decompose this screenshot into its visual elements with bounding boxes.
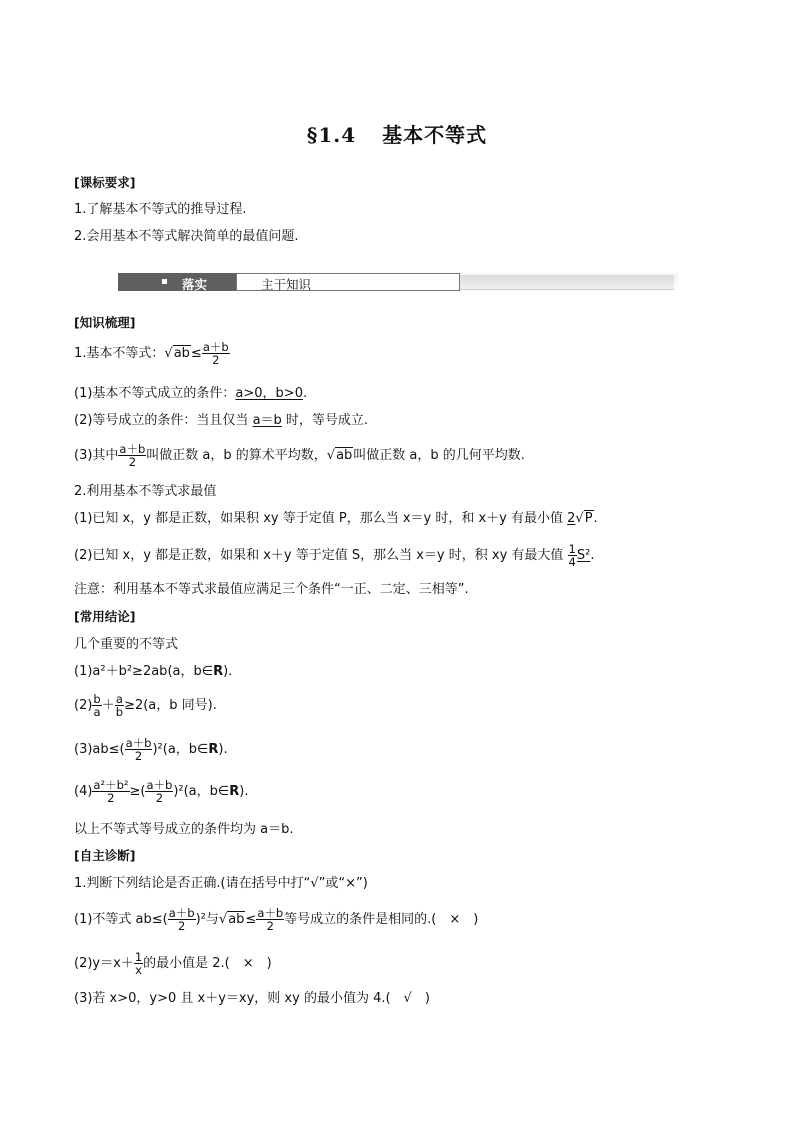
inequality-1: (1)a²＋b²≥2ab(a，b∈R).	[74, 664, 233, 679]
diagnosis-tag: [自主诊断]	[74, 848, 136, 863]
extremum-heading: 2.利用基本不等式求最值	[74, 484, 217, 499]
section-name: 基本不等式	[382, 123, 488, 147]
conclusions-heading: 几个重要的不等式	[74, 637, 179, 652]
diagnosis-statement-2: (2)y＝x＋ $\frac{1}{x}$ 的最小值是 2.( × )	[74, 950, 272, 978]
inequality-3: (3)ab≤( $\frac{a+b}{2}$ )²(a，b∈R).	[74, 736, 228, 764]
page-title	[0, 125, 794, 145]
square-icon	[162, 279, 167, 284]
note: 注意：利用基本不等式求最值应满足三个条件“一正、二定、三相等”.	[74, 582, 469, 597]
curriculum-item-2: 2.会用基本不等式解决简单的最值问题.	[74, 229, 299, 244]
curriculum-item-1: 1.了解基本不等式的推导过程.	[74, 202, 247, 217]
inequality-2: (2) $\frac{b}{a}$ ＋ $\frac{a}{b}$ ≥2(a，b 同号).	[74, 692, 217, 720]
condition-3: (3)其中 $\frac{a+b}{2}$ 叫做正数 a，b 的算术平均数，√ab叫做正数 a，b 的几何平均数.	[74, 442, 525, 470]
section-number: §1.4	[306, 123, 357, 147]
conclusions-tag: [常用结论]	[74, 609, 136, 624]
condition-1: (1)基本不等式成立的条件：a>0，b>0.	[74, 386, 308, 401]
curriculum-tag: [课标要求]	[74, 175, 136, 190]
section-banner	[118, 273, 678, 291]
sqrt-ab: √ab	[164, 346, 190, 362]
inequality-4: (4) $\frac{\text{a²＋b²}}{2}$ ≥( $\frac{a+b}{2}$ )²(a，b∈R).	[74, 778, 249, 806]
diagnosis-statement-3: (3)若 x>0，y>0 且 x＋y＝xy，则 xy 的最小值为 4.( √ )	[74, 991, 430, 1006]
basic-inequality: 1.基本不等式：√ab≤ $\frac{a+b}{2}$	[74, 340, 229, 368]
banner-right: 主干知识	[236, 273, 460, 291]
knowledge-tag: [知识梳理]	[74, 315, 136, 330]
banner-left: 落实	[118, 273, 236, 291]
fraction-a-plus-b-over-2: $\frac{a+b}{2}$	[202, 340, 229, 368]
diagnosis-statement-1: (1)不等式 ab≤( $\frac{a+b}{2}$ )²与√ab≤ $\frac{a+b}{2}$ 等号成立的条件是相同的.( × )	[74, 906, 479, 934]
diagnosis-question-1: 1.判断下列结论是否正确.(请在括号中打“√”或“×”)	[74, 876, 368, 891]
extremum-1: (1)已知 x，y 都是正数，如果积 xy 等于定值 P，那么当 x＝y 时，和 x＋y 有最小值 2√P.	[74, 511, 598, 526]
extremum-2: (2)已知 x，y 都是正数，如果和 x＋y 等于定值 S，那么当 x＝y 时，积 xy 有最大值 $\frac{1}{4}$ S².	[74, 542, 595, 570]
condition-2: (2)等号成立的条件：当且仅当 a＝b 时，等号成立.	[74, 413, 369, 428]
conclusions-final: 以上不等式等号成立的条件均为 a＝b.	[74, 822, 294, 837]
